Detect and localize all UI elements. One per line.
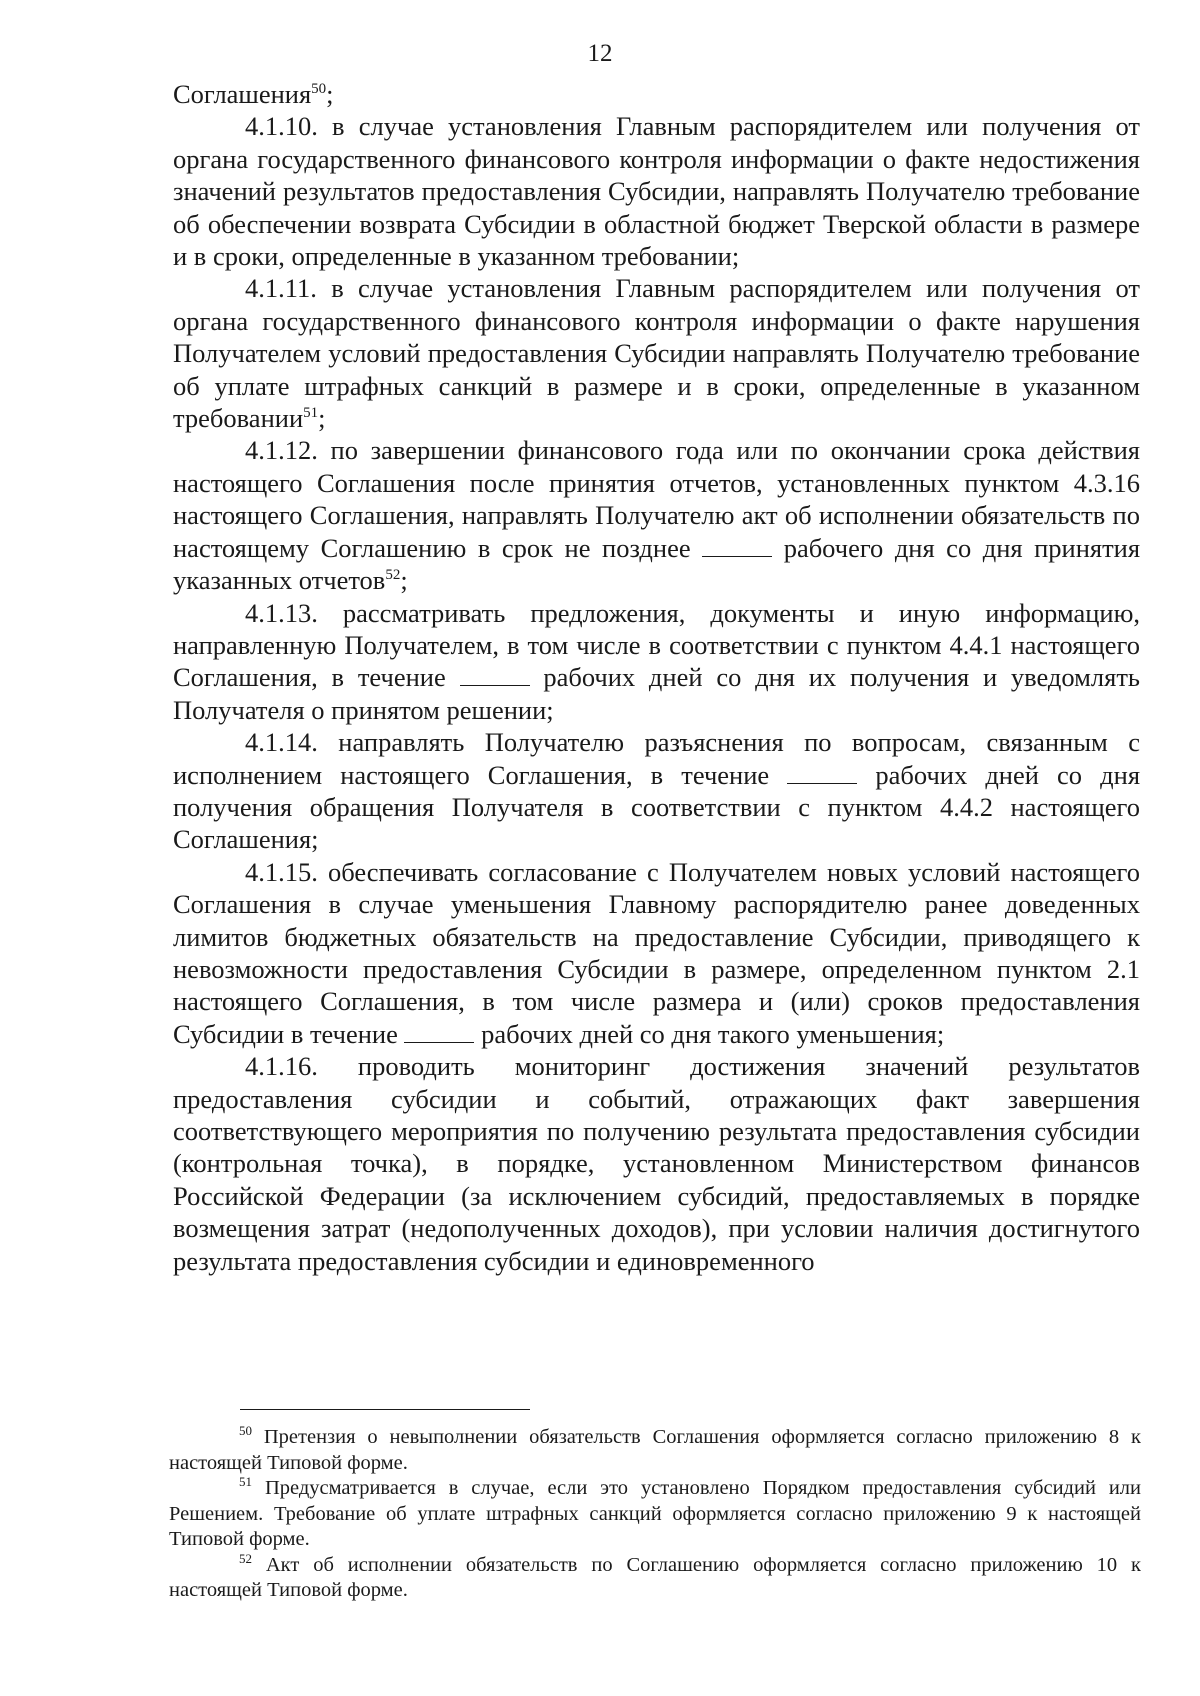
clause-text: 4.1.12. по завершении финансового года или по окончании срока действия настоящего Соглашения после принятия отчетов, установленных пунктом 4.3.16 настоящего Соглашения, направлять Получателю акт об исполнении обязательств по настоящему Соглашению в срок не позднее [173,435,1140,563]
blank-field [460,665,530,686]
clause-4-1-15 [173,856,1140,1050]
clause-text-continued: рабочего дня со дня принятия указанных отчетов [173,532,1141,596]
clause-4-1-14 [173,726,1140,856]
footnote-text: Акт об исполнении обязательств по Соглашению оформляется согласно приложению 10 к настоящей Типовой форме. [169,1553,1141,1601]
clause-4-1-10 [173,110,1140,272]
footnote-ref-51: 51 [303,405,319,422]
paragraph-text: Соглашения [173,79,312,109]
clause-tail: ; [400,565,408,596]
footnotes [169,1425,1141,1604]
clause-text-continued: рабочих дней со дня получения обращения Получателя в соответствии с пунктом 4.4.2 настоящего Соглашения; [173,759,1141,855]
clause-text-continued: рабочих дней со дня их получения и уведомлять Получателя о принятом решении; [173,662,1140,725]
footnote-52 [169,1550,1141,1604]
footnote-50 [169,1425,1141,1476]
clause-4-1-12 [173,434,1140,596]
clause-tail: ; [318,403,326,434]
footnote-ref-50: 50 [311,81,327,98]
footnote-number: 52 [239,1550,252,1566]
continuation-paragraph [173,78,1140,110]
footnote-number: 51 [239,1474,252,1490]
clause-text: 4.1.11. в случае установления Главным распорядителем или получения от органа государственного финансового контроля информации о факте нарушения Получателем условий предоставления Субсидии направлять Получателю требование об уплате штрафных санкций в размере и в сроки, определенные в указанном требовании [173,273,1140,434]
clause-text: 4.1.15. обеспечивать согласование с Получателем новых условий настоящего Соглашения в случае уменьшения Главному распорядителю ранее доведенных лимитов бюджетных обязательств на предоставление Субсидии, приводящего к невозможности предоставления Субсидии в размере, определенном пунктом 2.1 настоящего Соглашения, в том числе размера и (или) сроков предоставления Субсидии в течение [173,856,1140,1049]
clause-text: 4.1.10. в случае установления Главным распорядителем или получения от органа государственного финансового контроля информации о факте недостижения значений результатов предоставления Субсидии, направлять Получателю требование об обеспечении возврата Субсидии в областной бюджет Тверской области в размере и в сроки, определенные в указанном требовании; [173,111,1140,272]
clause-text: 4.1.14. направлять Получателю разъяснения по вопросам, связанным с исполнением настоящего Соглашения, в течение [173,727,1140,790]
page-number: 12 [587,40,613,67]
footnote-ref-52: 52 [385,567,401,584]
clause-text: 4.1.13. рассматривать предложения, документы и иную информацию, направленную Получателем, в том числе в соответствии с пунктом 4.4.1 настоящего Соглашения, в течение [173,597,1140,693]
blank-field [787,763,857,784]
clause-4-1-13 [173,597,1140,727]
footnote-text: Предусматривается в случае, если это установлено Порядком предоставления субсидий или Решением. Требование об уплате штрафных санкций оформляется согласно приложению 9 к настоящей Типовой форме. [169,1477,1142,1550]
clause-text: 4.1.16. проводить мониторинг достижения значений результатов предоставления субсидии и событий, отражающих факт завершения соответствующего мероприятия по получению результата предоставления субсидии (контрольная точка), в порядке, установленном Министерством финансов Российской Федерации (за исключением субсидий, предоставляемых в порядке возмещения затрат (недополученных доходов), при условии наличия достигнутого результата предоставления субсидии и единовременного [173,1051,1140,1276]
footnote-51 [169,1476,1141,1553]
footnote-separator [240,1409,530,1410]
clause-4-1-11 [173,272,1140,434]
body-text [173,78,1140,1277]
blank-field [404,1022,474,1043]
clause-text-continued: рабочих дней со дня такого уменьшения; [481,1018,945,1049]
blank-field [702,536,772,557]
paragraph-tail: ; [326,79,334,109]
footnote-number: 50 [239,1423,252,1439]
clause-4-1-16 [173,1050,1140,1277]
footnote-text: Претензия о невыполнении обязательств Соглашения оформляется согласно приложению 8 к настоящей Типовой форме. [169,1426,1141,1474]
